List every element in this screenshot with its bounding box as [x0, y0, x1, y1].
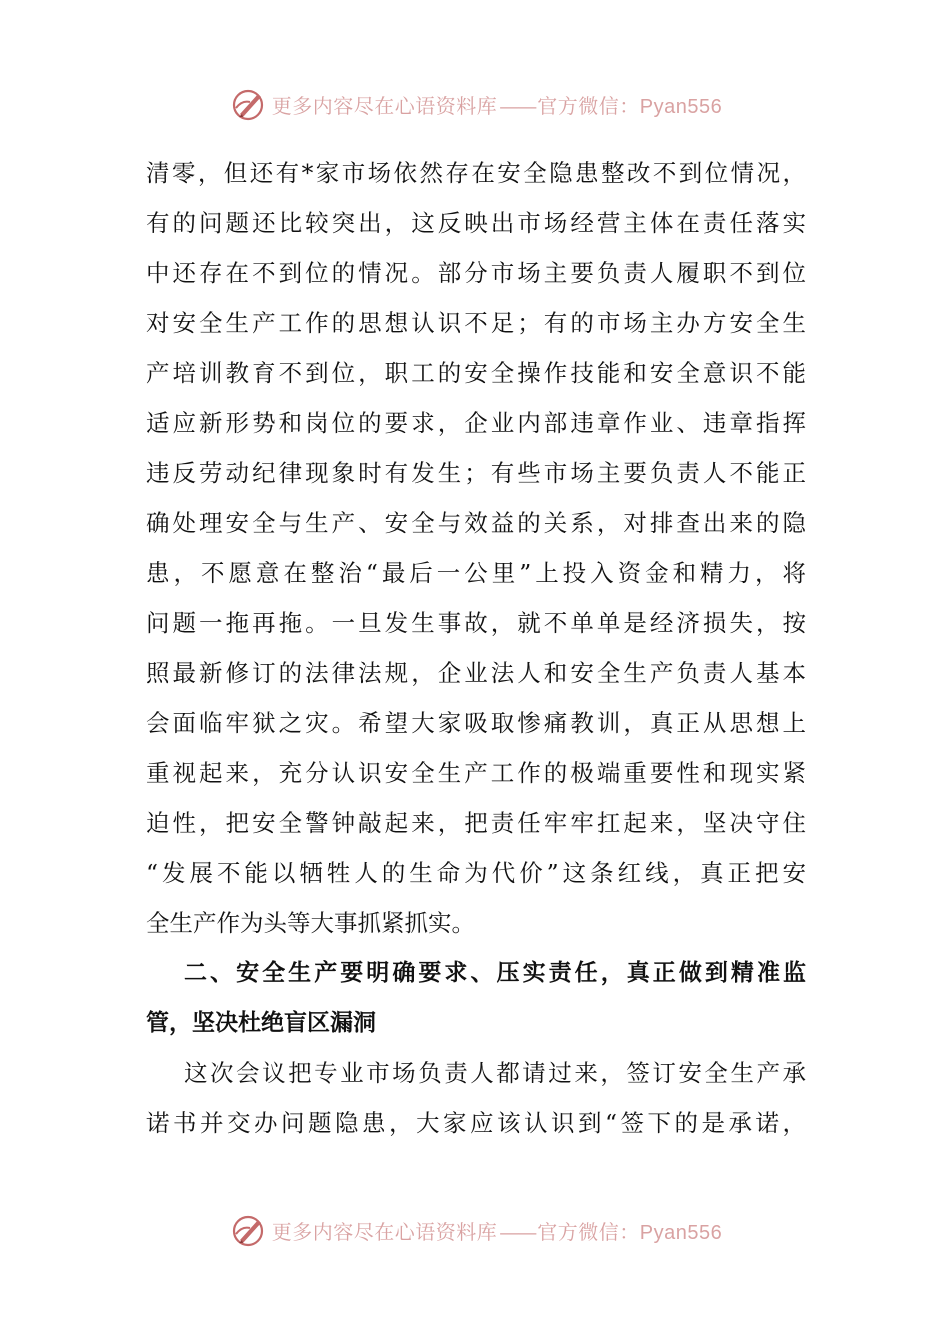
- footer-watermark-wechat-id: Pyan556: [639, 1221, 723, 1244]
- pen-circle-logo-icon: [228, 1210, 268, 1250]
- footer-watermark-main: 更多内容尽在心语资料库: [271, 1219, 498, 1244]
- paragraph-1-line: 对安全生产工作的思想认识不足；有的市场主办方安全生: [146, 309, 806, 337]
- paragraph-2-line: 诺书并交办问题隐患，大家应该认识到“签下的是承诺，: [146, 1109, 806, 1137]
- paragraph-1-line: 患，不愿意在整治“最后一公里”上投入资金和精力，将: [146, 559, 806, 587]
- header-watermark-dash: ——: [499, 93, 536, 118]
- heading-line: 管，坚决杜绝盲区漏洞: [146, 1010, 376, 1036]
- paragraph-1-line: 违反劳动纪律现象时有发生；有些市场主要负责人不能正: [146, 459, 806, 487]
- paragraph-1: [146, 148, 806, 948]
- footer-watermark-text: [272, 1216, 722, 1245]
- paragraph-1-line: 照最新修订的法律法规，企业法人和安全生产负责人基本: [146, 659, 806, 687]
- paragraph-1-line: 重视起来，充分认识安全生产工作的极端重要性和现实紧: [146, 759, 806, 787]
- paragraph-1-line: 产培训教育不到位，职工的安全操作技能和安全意识不能: [146, 359, 806, 387]
- header-watermark-wechat-label: 官方微信：: [537, 93, 640, 118]
- footer-watermark-wechat-label: 官方微信：: [537, 1219, 640, 1244]
- document-body: [146, 148, 806, 1148]
- footer-watermark-dash: ——: [499, 1219, 536, 1244]
- paragraph-1-line: 全生产作为头等大事抓紧抓实。: [146, 909, 475, 937]
- paragraph-1-line: 清零，但还有*家市场依然存在安全隐患整改不到位情况，: [146, 159, 806, 187]
- section-heading-2: [146, 948, 806, 1048]
- paragraph-1-line: 会面临牢狱之灾。希望大家吸取惨痛教训，真正从思想上: [146, 709, 806, 737]
- paragraph-1-line: 确处理安全与生产、安全与效益的关系，对排查出来的隐: [146, 509, 806, 537]
- paragraph-1-line: 问题一拖再拖。一旦发生事故，就不单单是经济损失，按: [146, 609, 806, 637]
- paragraph-1-line: 中还存在不到位的情况。部分市场主要负责人履职不到位: [146, 259, 806, 287]
- paragraph-1-line: 迫性，把安全警钟敲起来，把责任牢牢扛起来，坚决守住: [146, 809, 806, 837]
- paragraph-2-line: 这次会议把专业市场负责人都请过来，签订安全生产承: [184, 1059, 806, 1087]
- heading-line: 二、安全生产要明确要求、压实责任，真正做到精准监: [184, 960, 806, 986]
- paragraph-2: [146, 1048, 806, 1148]
- paragraph-1-line: 适应新形势和岗位的要求，企业内部违章作业、违章指挥: [146, 409, 806, 437]
- paragraph-1-line: 有的问题还比较突出，这反映出市场经营主体在责任落实: [146, 209, 806, 237]
- pen-circle-logo-icon: [228, 84, 268, 124]
- header-watermark-text: [272, 90, 722, 119]
- header-watermark-banner: [0, 82, 950, 126]
- footer-watermark-banner: [0, 1208, 950, 1252]
- header-watermark-wechat-id: Pyan556: [639, 95, 723, 118]
- header-watermark-main: 更多内容尽在心语资料库: [271, 93, 498, 118]
- paragraph-1-line: “发展不能以牺牲人的生命为代价”这条红线，真正把安: [146, 859, 806, 887]
